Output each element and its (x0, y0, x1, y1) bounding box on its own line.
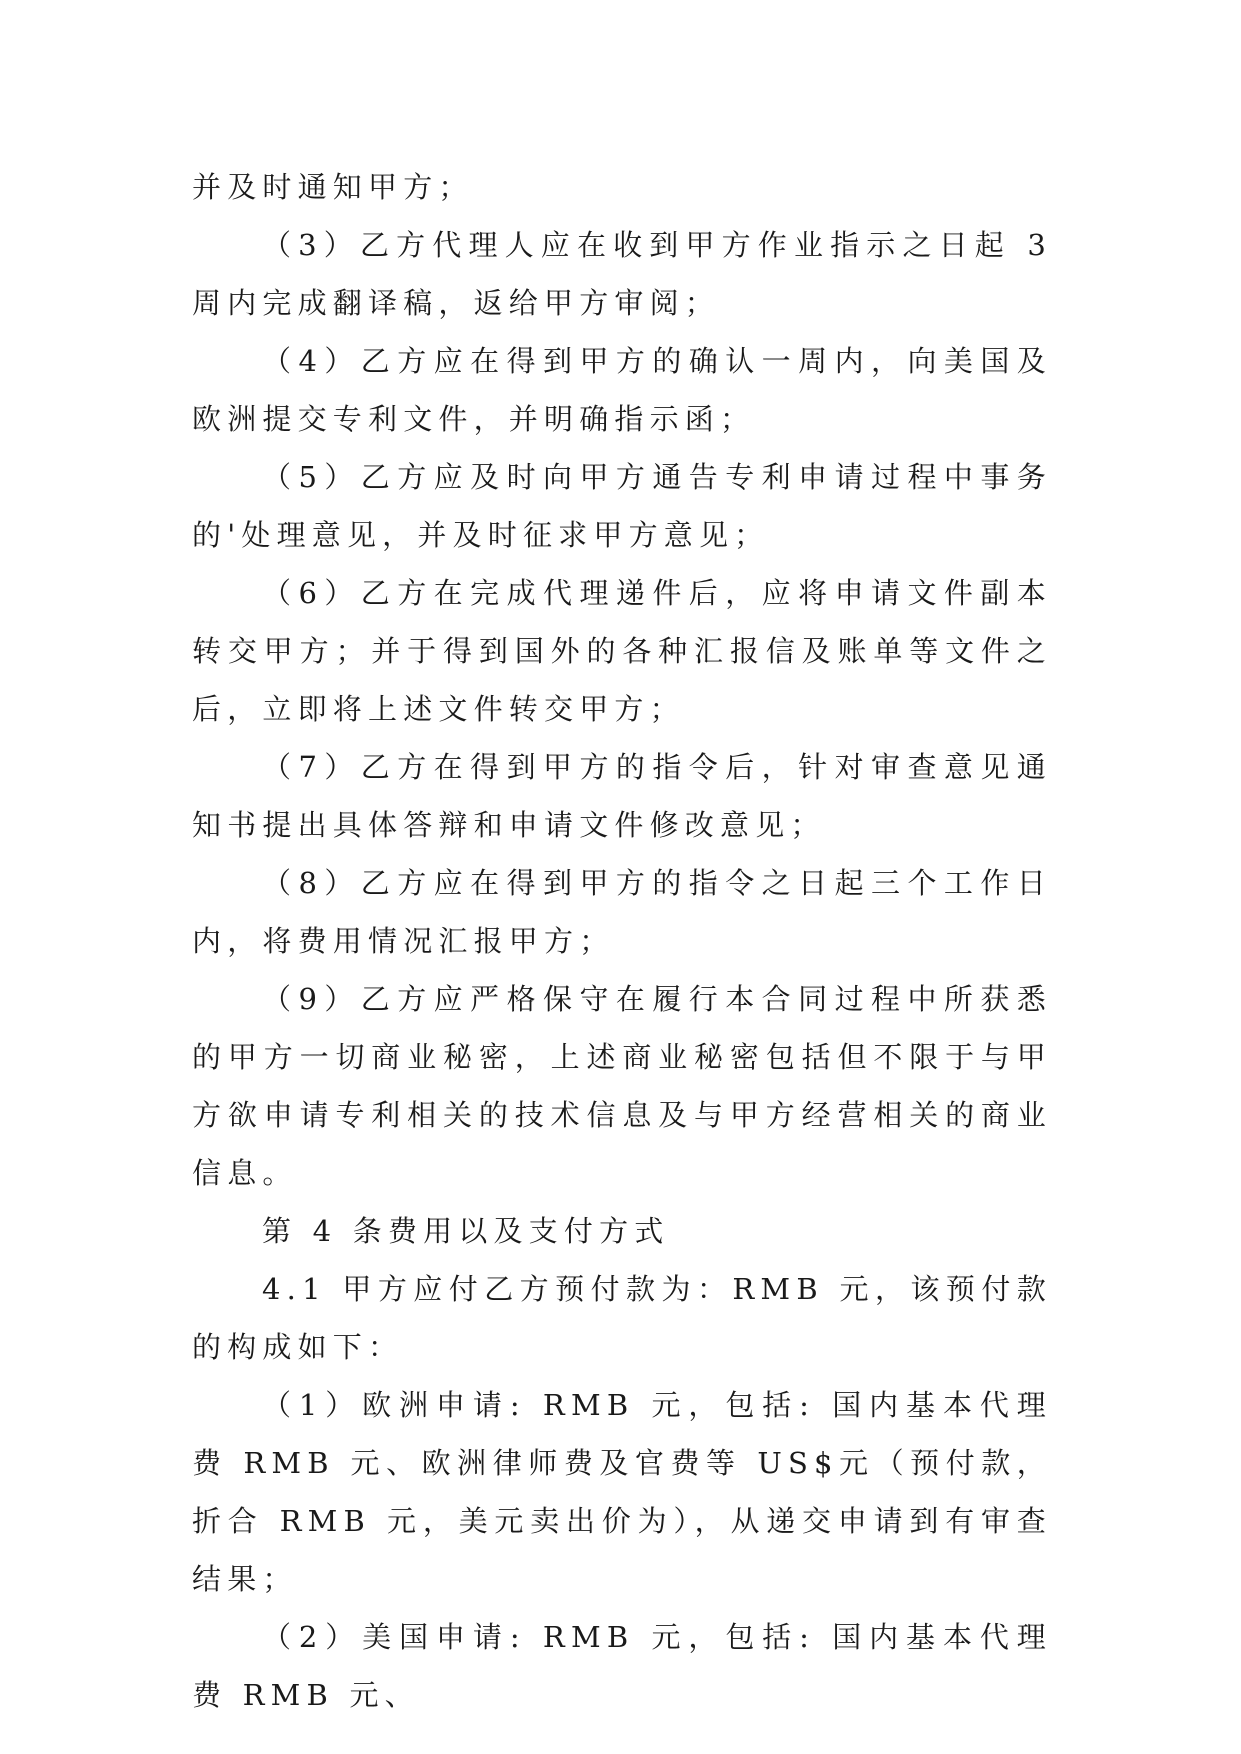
section-heading-article-4: 第 4 条费用以及支付方式 (262, 1214, 670, 1248)
paragraph-item-8: （8）乙方应在得到甲方的指令之日起三个工作日内，将费用情况汇报甲方； (192, 866, 1052, 958)
paragraph-fee-europe: （1）欧洲申请: RMB 元，包括: 国内基本代理费 RMB 元、欧洲律师费及官费等 US$元（预付款，折合 RMB 元，美元卖出价为），从递交申请到有审查结果； (192, 1388, 1052, 1596)
paragraph-item-7: （7）乙方在得到甲方的指令后，针对审查意见通知书提出具体答辩和申请文件修改意见； (192, 750, 1052, 842)
paragraph-item-6: （6）乙方在完成代理递件后，应将申请文件副本转交甲方；并于得到国外的各种汇报信及账单等文件之后，立即将上述文件转交甲方； (192, 576, 1052, 726)
document-body (192, 158, 1052, 1724)
paragraph-item-9: （9）乙方应严格保守在履行本合同过程中所获悉的甲方一切商业秘密，上述商业秘密包括但不限于与甲方欲申请专利相关的技术信息及与甲方经营相关的商业信息。 (192, 982, 1052, 1190)
paragraph-fee-usa: （2）美国申请: RMB 元，包括: 国内基本代理费 RMB 元、 (192, 1620, 1052, 1712)
paragraph-item-5: （5）乙方应及时向甲方通告专利申请过程中事务的'处理意见，并及时征求甲方意见； (192, 460, 1052, 552)
paragraph-continuation: 并及时通知甲方； (192, 170, 474, 204)
paragraph-clause-4-1: 4.1 甲方应付乙方预付款为：RMB 元，该预付款的构成如下： (192, 1272, 1052, 1364)
paragraph-item-3: （3）乙方代理人应在收到甲方作业指示之日起 3 周内完成翻译稿，返给甲方审阅； (192, 228, 1052, 320)
paragraph-item-4: （4）乙方应在得到甲方的确认一周内，向美国及欧洲提交专利文件，并明确指示函； (192, 344, 1052, 436)
